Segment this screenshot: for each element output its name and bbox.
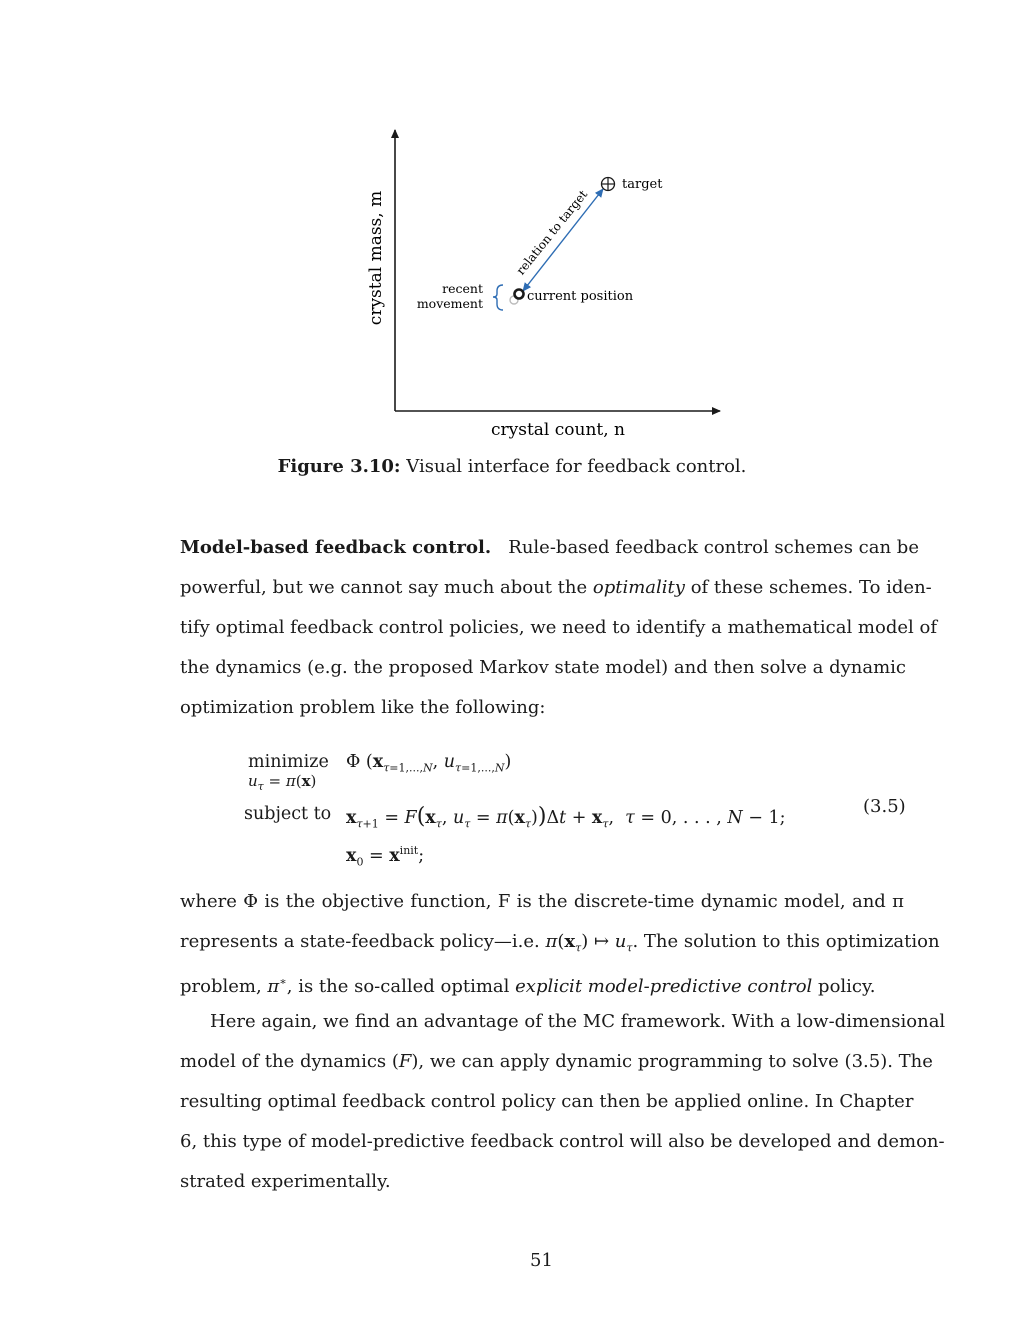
- caption-text: Visual interface for feedback control.: [406, 456, 747, 477]
- target-icon: [602, 178, 615, 191]
- p2-line2: [180, 922, 940, 962]
- minimize-subscript: $u_\tau = \pi(x)$: [248, 772, 317, 793]
- p3-line5: strated experimentally.: [180, 1171, 391, 1192]
- p2-line3: [180, 962, 904, 1002]
- optimality-emphasis: optimality: [592, 577, 685, 598]
- p2-line2-a: represents a state-feedback policy—i.e.: [180, 931, 540, 952]
- caption-number: Figure 3.10:: [277, 456, 401, 477]
- feedback-control-figure: [340, 120, 740, 450]
- p1-line2-a: powerful, but we cannot say much about the: [180, 577, 588, 598]
- current-position-label: current position: [527, 289, 634, 304]
- p3-line3: resulting optimal feedback control policy can then be applied online. In Chapter: [180, 1091, 914, 1112]
- p3-line2: [180, 1042, 933, 1082]
- current-position-marker: [515, 290, 524, 299]
- dynamics-constraint: $x_{\tau+1} = F(x_\tau$, $u_\tau = \pi(x_\tau))\Delta t + x_\tau$, τ = 0, . . . , N − 1;: [346, 804, 786, 831]
- p3-line1: Here again, we find an advantage of the MC framework. With a low-dimensional: [210, 1011, 946, 1032]
- x-axis-label: crystal count, n: [490, 420, 626, 440]
- p3-line4: 6, this type of model-predictive feedback control will also be developed and demon-: [180, 1131, 945, 1152]
- optimal-policy-symbol: π∗: [267, 975, 287, 997]
- p1-line2: [180, 568, 932, 608]
- subject-to-label: subject to: [244, 804, 332, 824]
- figure-svg: [340, 120, 740, 450]
- paragraph-here-again: [180, 1002, 946, 1202]
- recent-label-2: movement: [416, 296, 483, 311]
- p2-line1: where Φ is the objective function, F is the discrete-time dynamic model, and π: [180, 891, 904, 912]
- relation-label: relation to target: [513, 187, 591, 278]
- p3-line2-a: model of the dynamics (: [180, 1051, 399, 1072]
- mpc-emphasis: explicit model-predictive control: [515, 976, 813, 997]
- p2-line3-c: policy.: [818, 976, 876, 997]
- p1-line1: [180, 528, 919, 568]
- figure-caption: [0, 456, 1024, 477]
- recent-label-1: recent: [442, 281, 483, 296]
- recent-movement-brace: [493, 285, 503, 310]
- p1-line4: the dynamics (e.g. the proposed Markov state model) and then solve a dynamic: [180, 657, 907, 678]
- p2-line2-b: . The solution to this optimization: [632, 931, 940, 952]
- y-axis-label: crystal mass, m: [366, 190, 386, 326]
- paragraph-model-based: [180, 528, 937, 728]
- policy-mapping: $\pi(x_\tau)$ ↦ $u_\tau$: [545, 931, 633, 955]
- p1-line5: optimization problem like the following:: [180, 697, 546, 718]
- F-symbol: F: [398, 1051, 412, 1072]
- p1-line3: tify optimal feedback control policies, we need to identify a mathematical model of: [180, 617, 937, 638]
- page-number: 51: [530, 1250, 553, 1271]
- equation-number: (3.5): [863, 796, 906, 817]
- objective-expression: Φ ($x_{\tau=1,...,N}$, $u_{\tau=1,...,N}$): [346, 752, 512, 775]
- p2-line3-b: , is the so-called optimal: [286, 976, 510, 997]
- paragraph-where: [180, 882, 940, 1002]
- equation-3-5: [0, 740, 1024, 880]
- p3-line2-b: ), we can apply dynamic programming to solve (3.5). The: [411, 1051, 933, 1072]
- section-heading: Model-based feedback control.: [180, 537, 492, 558]
- p1-line2-b: of these schemes. To iden-: [690, 577, 932, 598]
- relation-arrow: [523, 189, 603, 291]
- p2-line3-a: problem,: [180, 976, 262, 997]
- target-label: target: [622, 177, 663, 192]
- minimize-label: minimize: [248, 752, 329, 772]
- p1-line1-text: Rule-based feedback control schemes can be: [508, 537, 919, 558]
- initial-condition: $x_0 = x^{init}$;: [346, 844, 425, 869]
